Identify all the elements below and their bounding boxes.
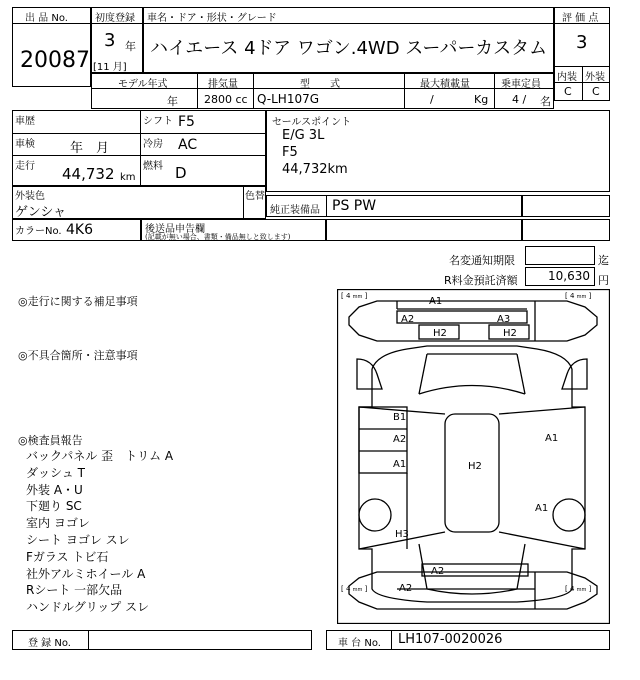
mark-right-a1-upper: A1 bbox=[545, 433, 559, 444]
fuel: D bbox=[175, 164, 187, 182]
mark-bottom-a2-lower: A2 bbox=[399, 583, 413, 594]
exterior-color-label: 外装色 bbox=[15, 191, 45, 202]
model-year-unit: 年 bbox=[167, 95, 178, 108]
car-name-label: 車名・ドア・形状・グレード bbox=[147, 13, 277, 24]
name-change-unit: 迄 bbox=[598, 254, 609, 267]
inspector-line: 室内 ヨゴレ bbox=[26, 516, 90, 531]
inspector-line: 外装 A・U bbox=[26, 482, 83, 497]
mark-top-right: A3 bbox=[497, 314, 511, 325]
capacity-unit: 名 bbox=[540, 95, 551, 108]
inspection-label: 車検 bbox=[15, 139, 35, 150]
shift: F5 bbox=[178, 114, 195, 130]
inspector-line: シート ヨゴレ スレ bbox=[26, 533, 130, 547]
inspection: 年 月 bbox=[70, 141, 110, 156]
history-label: 車歴 bbox=[15, 116, 35, 127]
lot-no-label: 出 品 No. bbox=[25, 13, 68, 24]
color-no-label: カラーNo. bbox=[15, 226, 62, 237]
reg-no-label: 登 録 No. bbox=[28, 638, 71, 649]
mark-top-roof: A1 bbox=[429, 296, 443, 307]
displacement: 2800 cc bbox=[204, 93, 248, 106]
name-change-label: 名変通知期限 bbox=[449, 254, 515, 267]
ac-label: 冷房 bbox=[143, 139, 163, 150]
mark-bottom-a2-upper: A2 bbox=[431, 566, 445, 577]
sales-line-1: E/G 3L bbox=[282, 128, 325, 143]
post-docs-extra-2 bbox=[522, 219, 610, 241]
recycle-amount: 10,630 bbox=[548, 269, 590, 283]
model-year-label: モデル年式 bbox=[118, 79, 168, 90]
score-label: 評 価 点 bbox=[562, 13, 599, 24]
equipment-label: 純正装備品 bbox=[270, 205, 320, 216]
recycle-unit: 円 bbox=[598, 274, 609, 287]
inspector-line: ハンドルグリップ スレ bbox=[26, 600, 150, 615]
exterior-grade: C bbox=[592, 85, 600, 98]
equipment-extra-cell bbox=[522, 195, 610, 217]
post-docs-label: 後送品申告欄 bbox=[145, 224, 205, 235]
shift-label: シフト bbox=[143, 116, 173, 127]
displacement-label: 排気量 bbox=[208, 79, 238, 90]
mark-top-h2-right: H2 bbox=[503, 328, 517, 339]
chassis-no: LH107-0020026 bbox=[398, 632, 503, 647]
first-reg-year-unit: 年 bbox=[125, 40, 136, 53]
tire-rl: [ 4 mm ] bbox=[341, 585, 368, 593]
sales-line-2: F5 bbox=[282, 145, 298, 160]
details-left bbox=[12, 110, 266, 186]
mark-left-a1: A1 bbox=[393, 459, 407, 470]
lot-no: 20087 bbox=[20, 48, 90, 73]
sales-line-3: 44,732km bbox=[282, 162, 348, 177]
inspector-line: 下廻り SC bbox=[26, 499, 82, 514]
equipment: PS PW bbox=[332, 198, 377, 214]
score: 3 bbox=[576, 32, 588, 53]
fuel-label: 燃料 bbox=[143, 161, 163, 172]
driving-notes-label: ◎走行に関する補足事項 bbox=[18, 295, 138, 308]
model-code: Q-LH107G bbox=[257, 92, 320, 106]
max-load-unit: Kg bbox=[474, 93, 489, 106]
vehicle-damage-diagram bbox=[337, 289, 610, 624]
interior-grade: C bbox=[564, 85, 572, 98]
sales-points-label: セールスポイント bbox=[272, 117, 352, 128]
capacity: 4 / bbox=[512, 93, 527, 106]
inspector-line: Fガラス トビ石 bbox=[26, 549, 109, 564]
capacity-label: 乗車定員 bbox=[501, 79, 541, 90]
model-code-label: 型 式 bbox=[300, 79, 340, 90]
mark-left-h3: H3 bbox=[395, 529, 409, 540]
inspector-label: ◎検査員報告 bbox=[18, 434, 83, 447]
inspector-line: 社外アルミホイール A bbox=[26, 566, 146, 581]
recycle-label: R料金預託済額 bbox=[444, 274, 518, 287]
tire-rr: [ 4 mm ] bbox=[565, 585, 592, 593]
exterior-label: 外装 bbox=[585, 72, 605, 83]
mark-top-left: A2 bbox=[401, 314, 415, 325]
ac: AC bbox=[178, 137, 198, 153]
first-reg-label: 初度登録 bbox=[95, 13, 135, 24]
mark-top-h2-left: H2 bbox=[433, 328, 447, 339]
inspector-line: バックパネル 歪 トリム A bbox=[26, 449, 174, 463]
first-reg-year: 3 bbox=[104, 30, 116, 51]
chassis-label: 車 台 No. bbox=[338, 638, 381, 649]
recolor-label: 色替 bbox=[245, 191, 265, 202]
mark-right-a1-lower: A1 bbox=[535, 503, 549, 514]
car-name: ハイエース 4ドア ワゴン.4WD スーパーカスタム bbox=[150, 38, 548, 59]
post-docs-note: (記載が無い場合、書類・備品無しと致します) bbox=[145, 233, 291, 241]
inspector-line: ダッシュ T bbox=[26, 465, 85, 480]
color-no: 4K6 bbox=[66, 222, 93, 238]
mark-left-a2: A2 bbox=[393, 434, 407, 445]
max-load: / bbox=[430, 93, 434, 106]
max-load-label: 最大積載量 bbox=[420, 79, 470, 90]
mileage-unit: km bbox=[120, 172, 136, 183]
tire-fl: [ 4 mm ] bbox=[341, 292, 368, 300]
first-reg-month: [11 月] bbox=[93, 62, 127, 73]
mileage: 44,732 bbox=[62, 165, 115, 183]
tire-fr: [ 4 mm ] bbox=[565, 292, 592, 300]
inspector-line: Rシート 一部欠品 bbox=[26, 583, 123, 598]
interior-label: 内装 bbox=[557, 72, 577, 83]
mark-left-b1: B1 bbox=[393, 412, 407, 423]
defects-label: ◎不具合箇所・注意事項 bbox=[18, 349, 138, 362]
post-docs-extra-1 bbox=[326, 219, 522, 241]
mileage-label: 走行 bbox=[15, 161, 35, 172]
mark-center-h2: H2 bbox=[468, 461, 482, 472]
exterior-color: ゲンシャ bbox=[15, 205, 67, 220]
name-change-box bbox=[525, 246, 595, 265]
